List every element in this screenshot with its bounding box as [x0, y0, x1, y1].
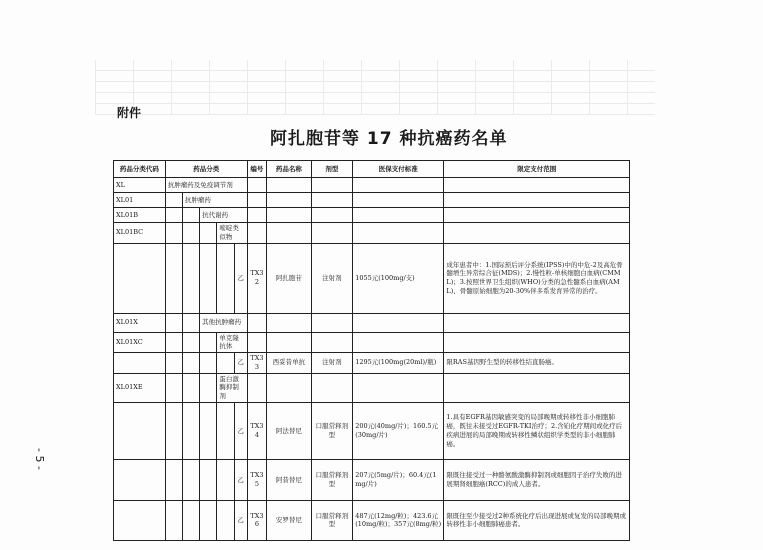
drug-form: 口服常释剂型 — [311, 402, 353, 459]
drug-number: TX35 — [247, 459, 266, 500]
header-name: 药品名称 — [267, 161, 312, 178]
category-code: XL01B — [114, 208, 166, 223]
table-row — [114, 208, 630, 223]
category-name: 抗肿瘤药 — [182, 193, 247, 208]
table-row — [114, 500, 630, 540]
page-number: - 5 - — [33, 448, 46, 470]
drug-class: 乙 — [234, 500, 247, 540]
drug-name: 阿昔替尼 — [267, 459, 312, 500]
drug-class: 乙 — [234, 243, 247, 313]
table-row — [114, 223, 630, 244]
header-scope: 限定支付范围 — [444, 161, 630, 178]
category-name: 蛋白激酶抑制剂 — [217, 373, 247, 402]
drug-name: 西妥昔单抗 — [267, 353, 312, 374]
bleed-through-texture — [95, 60, 655, 115]
table-row — [114, 332, 630, 353]
category-name: 单克隆抗体 — [217, 332, 247, 353]
category-code: XL — [114, 178, 166, 193]
category-code: XL01XE — [114, 373, 166, 402]
header-code: 药品分类代码 — [114, 161, 166, 178]
table-row — [114, 178, 630, 193]
category-name: 嘧啶类似物 — [217, 223, 247, 244]
drug-number: TX33 — [247, 353, 266, 374]
drug-form: 注射剂 — [311, 243, 353, 313]
drug-name: 安罗替尼 — [267, 500, 312, 540]
drug-scope: 限既往至少接受过2种系统化疗后出现进展或复发的局部晚期或转移性非小细胞肺癌患者。 — [444, 500, 630, 540]
header-number: 编号 — [247, 161, 266, 178]
table-row — [114, 193, 630, 208]
table-row — [114, 373, 630, 402]
drug-name: 阿法替尼 — [267, 402, 312, 459]
category-code: XL01 — [114, 193, 166, 208]
drug-form: 口服常释剂型 — [311, 459, 353, 500]
drug-name: 阿扎胞苷 — [267, 243, 312, 313]
header-category: 药品分类 — [165, 161, 247, 178]
drug-scope: 1.具有EGFR基因敏感突变的局部晚期或转移性非小细胞肺癌，既往未接受过EGFR-TKI治疗；2.含铂化疗期间或化疗后疾病进展的局部晚期或转移性鳞状组织学类型的非小细胞肺癌。 — [444, 402, 630, 459]
drug-scope: 限既往接受过一种酪氨酸激酶抑制剂或细胞因子治疗失败的进展期肾细胞癌(RCC)的成人患者。 — [444, 459, 630, 500]
drug-number: TX36 — [247, 500, 266, 540]
category-name: 其他抗肿瘤药 — [200, 313, 248, 332]
category-name: 抗肿瘤药及免疫调节剂 — [165, 178, 247, 193]
drug-price: 200元(40mg/片)；160.5元(30mg/片) — [353, 402, 444, 459]
drug-list-table — [113, 160, 630, 541]
category-code: XL01X — [114, 313, 166, 332]
drug-class: 乙 — [234, 402, 247, 459]
drug-scope: 成年患者中：1.国际预后评分系统(IPSS)中的中危-2及高危骨髓增生异常综合征(MDS)；2.慢性粒-单核细胞白血病(CMML)；3.按照世界卫生组织(WHO)分类的急性髓系白血病(AML)、骨髓原始细胞为20-30%伴多系发育异常的治疗。 — [444, 243, 630, 313]
table-row — [114, 459, 630, 500]
page-title: 阿扎胞苷等 17 种抗癌药名单 — [270, 129, 508, 149]
category-code: XL01BC — [114, 223, 166, 244]
category-code: XL01XC — [114, 332, 166, 353]
header-form: 剂型 — [311, 161, 353, 178]
header-price: 医保支付标准 — [353, 161, 444, 178]
category-name: 抗代谢药 — [200, 208, 248, 223]
drug-price: 207元(5mg/片)；60.4元(1mg/片) — [353, 459, 444, 500]
drug-price: 1055元(100mg/支) — [353, 243, 444, 313]
table-header-row — [114, 161, 630, 178]
drug-class: 乙 — [234, 353, 247, 374]
drug-number: TX32 — [247, 243, 266, 313]
drug-price: 487元(12mg/粒)；423.6元(10mg/粒)；357元(8mg/粒) — [353, 500, 444, 540]
table-row — [114, 402, 630, 459]
attachment-label: 附件 — [117, 106, 142, 120]
table-row — [114, 313, 630, 332]
drug-class: 乙 — [234, 459, 247, 500]
drug-form: 注射剂 — [311, 353, 353, 374]
table-row — [114, 353, 630, 374]
drug-price: 1295元(100mg(20ml)/瓶) — [353, 353, 444, 374]
drug-form: 口服常释剂型 — [311, 500, 353, 540]
drug-number: TX34 — [247, 402, 266, 459]
drug-scope: 限RAS基因野生型的转移性结直肠癌。 — [444, 353, 630, 374]
table-row — [114, 243, 630, 313]
